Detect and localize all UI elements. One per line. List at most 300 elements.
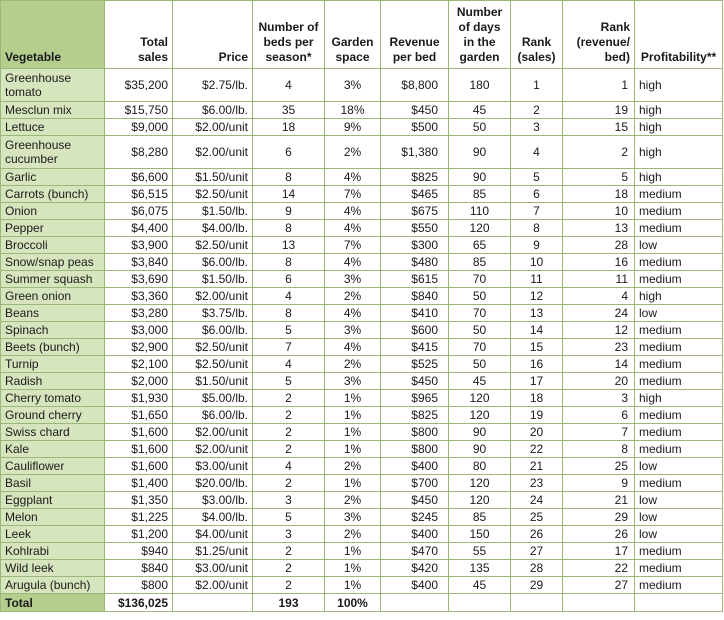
cell-beds-per-season: 2	[253, 560, 325, 577]
cell-beds-per-season: 8	[253, 220, 325, 237]
cell-beds-per-season: 2	[253, 543, 325, 560]
cell-revenue-per-bed: $500	[381, 119, 449, 136]
cell-profitability: low	[635, 509, 723, 526]
cell-revenue-per-bed: $700	[381, 475, 449, 492]
cell-price: $3.75/lb.	[173, 305, 253, 322]
table-row	[1, 407, 723, 424]
table-row	[1, 543, 723, 560]
cell-days-in-garden: 70	[449, 305, 511, 322]
table-row	[1, 288, 723, 305]
cell-profitability: medium	[635, 203, 723, 220]
cell-price: $6.00/lb.	[173, 102, 253, 119]
header-garden-space: Garden space	[325, 1, 381, 69]
cell-beds-per-season: 2	[253, 424, 325, 441]
cell-profitability: medium	[635, 339, 723, 356]
table-row	[1, 322, 723, 339]
cell-price: $2.00/unit	[173, 577, 253, 594]
cell-profitability: medium	[635, 560, 723, 577]
cell-price: $6.00/lb.	[173, 254, 253, 271]
cell-revenue-per-bed: $400	[381, 458, 449, 475]
cell-vegetable: Summer squash	[1, 271, 105, 288]
cell-garden-space: 2%	[325, 458, 381, 475]
table-row	[1, 509, 723, 526]
cell-garden-space: 2%	[325, 288, 381, 305]
cell-price: $1.50/unit	[173, 373, 253, 390]
cell-total-sales: $1,400	[105, 475, 173, 492]
total-beds-per-season: 193	[253, 594, 325, 612]
cell-vegetable: Pepper	[1, 220, 105, 237]
cell-rank-sales: 10	[511, 254, 563, 271]
header-total-sales: Total sales	[105, 1, 173, 69]
cell-revenue-per-bed: $1,380	[381, 136, 449, 169]
table-row	[1, 458, 723, 475]
cell-total-sales: $1,350	[105, 492, 173, 509]
cell-beds-per-season: 2	[253, 441, 325, 458]
cell-profitability: medium	[635, 424, 723, 441]
cell-total-sales: $1,600	[105, 424, 173, 441]
cell-profitability: low	[635, 492, 723, 509]
cell-beds-per-season: 4	[253, 69, 325, 102]
cell-beds-per-season: 6	[253, 136, 325, 169]
table-row	[1, 169, 723, 186]
cell-rank-revenue-bed: 18	[563, 186, 635, 203]
cell-profitability: medium	[635, 271, 723, 288]
cell-rank-revenue-bed: 2	[563, 136, 635, 169]
cell-rank-sales: 2	[511, 102, 563, 119]
cell-total-sales: $840	[105, 560, 173, 577]
cell-revenue-per-bed: $8,800	[381, 69, 449, 102]
cell-total-sales: $1,650	[105, 407, 173, 424]
cell-days-in-garden: 85	[449, 254, 511, 271]
cell-vegetable: Carrots (bunch)	[1, 186, 105, 203]
table-row	[1, 237, 723, 254]
cell-garden-space: 1%	[325, 475, 381, 492]
cell-profitability: high	[635, 119, 723, 136]
cell-garden-space: 3%	[325, 322, 381, 339]
cell-garden-space: 1%	[325, 390, 381, 407]
cell-price: $4.00/unit	[173, 526, 253, 543]
cell-rank-sales: 7	[511, 203, 563, 220]
cell-profitability: high	[635, 69, 723, 102]
total-total-sales: $136,025	[105, 594, 173, 612]
cell-days-in-garden: 50	[449, 119, 511, 136]
cell-rank-revenue-bed: 11	[563, 271, 635, 288]
cell-profitability: high	[635, 390, 723, 407]
cell-days-in-garden: 70	[449, 339, 511, 356]
table-row	[1, 186, 723, 203]
cell-days-in-garden: 45	[449, 577, 511, 594]
cell-beds-per-season: 2	[253, 577, 325, 594]
table-row	[1, 577, 723, 594]
cell-revenue-per-bed: $400	[381, 526, 449, 543]
cell-revenue-per-bed: $615	[381, 271, 449, 288]
cell-garden-space: 2%	[325, 136, 381, 169]
cell-price: $1.50/lb.	[173, 203, 253, 220]
cell-revenue-per-bed: $825	[381, 407, 449, 424]
cell-days-in-garden: 90	[449, 441, 511, 458]
cell-days-in-garden: 70	[449, 271, 511, 288]
cell-garden-space: 7%	[325, 186, 381, 203]
cell-days-in-garden: 90	[449, 424, 511, 441]
cell-total-sales: $3,900	[105, 237, 173, 254]
cell-price: $1.50/lb.	[173, 271, 253, 288]
table-row	[1, 305, 723, 322]
cell-price: $1.50/unit	[173, 169, 253, 186]
cell-total-sales: $2,100	[105, 356, 173, 373]
cell-rank-sales: 21	[511, 458, 563, 475]
table-row	[1, 254, 723, 271]
cell-garden-space: 9%	[325, 119, 381, 136]
total-profitability	[635, 594, 723, 612]
cell-price: $2.00/unit	[173, 441, 253, 458]
cell-revenue-per-bed: $400	[381, 577, 449, 594]
cell-revenue-per-bed: $675	[381, 203, 449, 220]
cell-garden-space: 4%	[325, 254, 381, 271]
cell-revenue-per-bed: $550	[381, 220, 449, 237]
cell-total-sales: $6,075	[105, 203, 173, 220]
total-vegetable: Total	[1, 594, 105, 612]
cell-garden-space: 7%	[325, 237, 381, 254]
cell-beds-per-season: 9	[253, 203, 325, 220]
cell-price: $2.00/unit	[173, 424, 253, 441]
cell-days-in-garden: 120	[449, 492, 511, 509]
cell-vegetable: Mesclun mix	[1, 102, 105, 119]
cell-revenue-per-bed: $410	[381, 305, 449, 322]
total-garden-space: 100%	[325, 594, 381, 612]
cell-beds-per-season: 2	[253, 475, 325, 492]
cell-rank-revenue-bed: 29	[563, 509, 635, 526]
table-row	[1, 356, 723, 373]
cell-total-sales: $940	[105, 543, 173, 560]
cell-total-sales: $3,000	[105, 322, 173, 339]
cell-price: $5.00/lb.	[173, 390, 253, 407]
cell-rank-revenue-bed: 25	[563, 458, 635, 475]
cell-price: $2.50/unit	[173, 339, 253, 356]
cell-total-sales: $800	[105, 577, 173, 594]
cell-price: $2.50/unit	[173, 186, 253, 203]
cell-price: $6.00/lb.	[173, 322, 253, 339]
cell-beds-per-season: 4	[253, 356, 325, 373]
cell-beds-per-season: 14	[253, 186, 325, 203]
cell-days-in-garden: 110	[449, 203, 511, 220]
cell-rank-sales: 27	[511, 543, 563, 560]
cell-revenue-per-bed: $465	[381, 186, 449, 203]
cell-profitability: medium	[635, 186, 723, 203]
cell-vegetable: Cauliflower	[1, 458, 105, 475]
cell-revenue-per-bed: $300	[381, 237, 449, 254]
cell-revenue-per-bed: $825	[381, 169, 449, 186]
cell-rank-revenue-bed: 7	[563, 424, 635, 441]
cell-days-in-garden: 45	[449, 373, 511, 390]
table-row	[1, 203, 723, 220]
cell-beds-per-season: 5	[253, 373, 325, 390]
cell-rank-revenue-bed: 28	[563, 237, 635, 254]
cell-vegetable: Broccoli	[1, 237, 105, 254]
cell-revenue-per-bed: $450	[381, 373, 449, 390]
cell-rank-sales: 1	[511, 69, 563, 102]
cell-rank-sales: 12	[511, 288, 563, 305]
cell-rank-sales: 4	[511, 136, 563, 169]
cell-days-in-garden: 120	[449, 220, 511, 237]
cell-vegetable: Kale	[1, 441, 105, 458]
cell-price: $2.50/unit	[173, 356, 253, 373]
cell-beds-per-season: 4	[253, 288, 325, 305]
cell-garden-space: 4%	[325, 220, 381, 237]
cell-revenue-per-bed: $600	[381, 322, 449, 339]
header-revenue-per-bed: Revenue per bed	[381, 1, 449, 69]
cell-rank-sales: 14	[511, 322, 563, 339]
cell-days-in-garden: 135	[449, 560, 511, 577]
cell-garden-space: 1%	[325, 577, 381, 594]
cell-rank-sales: 8	[511, 220, 563, 237]
cell-rank-revenue-bed: 9	[563, 475, 635, 492]
cell-price: $4.00/lb.	[173, 220, 253, 237]
cell-revenue-per-bed: $415	[381, 339, 449, 356]
cell-rank-revenue-bed: 17	[563, 543, 635, 560]
cell-vegetable: Ground cherry	[1, 407, 105, 424]
cell-vegetable: Greenhouse tomato	[1, 69, 105, 102]
cell-days-in-garden: 55	[449, 543, 511, 560]
cell-total-sales: $1,930	[105, 390, 173, 407]
table-header	[1, 1, 723, 69]
cell-vegetable: Greenhouse cucumber	[1, 136, 105, 169]
cell-rank-revenue-bed: 20	[563, 373, 635, 390]
cell-rank-sales: 15	[511, 339, 563, 356]
cell-total-sales: $6,515	[105, 186, 173, 203]
table-row	[1, 373, 723, 390]
cell-days-in-garden: 150	[449, 526, 511, 543]
cell-days-in-garden: 120	[449, 390, 511, 407]
cell-beds-per-season: 4	[253, 458, 325, 475]
cell-price: $6.00/lb.	[173, 407, 253, 424]
cell-vegetable: Melon	[1, 509, 105, 526]
cell-rank-sales: 29	[511, 577, 563, 594]
cell-days-in-garden: 90	[449, 169, 511, 186]
cell-profitability: high	[635, 169, 723, 186]
cell-garden-space: 4%	[325, 203, 381, 220]
cell-price: $2.50/unit	[173, 237, 253, 254]
cell-days-in-garden: 50	[449, 288, 511, 305]
cell-beds-per-season: 8	[253, 169, 325, 186]
cell-vegetable: Leek	[1, 526, 105, 543]
cell-price: $2.00/unit	[173, 136, 253, 169]
cell-rank-revenue-bed: 8	[563, 441, 635, 458]
cell-profitability: medium	[635, 220, 723, 237]
cell-revenue-per-bed: $450	[381, 492, 449, 509]
cell-rank-revenue-bed: 22	[563, 560, 635, 577]
cell-garden-space: 1%	[325, 543, 381, 560]
cell-vegetable: Wild leek	[1, 560, 105, 577]
cell-days-in-garden: 85	[449, 186, 511, 203]
cell-profitability: high	[635, 288, 723, 305]
header-rank-sales: Rank (sales)	[511, 1, 563, 69]
cell-rank-revenue-bed: 21	[563, 492, 635, 509]
cell-garden-space: 18%	[325, 102, 381, 119]
cell-days-in-garden: 65	[449, 237, 511, 254]
cell-revenue-per-bed: $800	[381, 424, 449, 441]
cell-total-sales: $6,600	[105, 169, 173, 186]
cell-rank-sales: 18	[511, 390, 563, 407]
cell-profitability: medium	[635, 254, 723, 271]
table-row	[1, 119, 723, 136]
cell-price: $2.00/unit	[173, 288, 253, 305]
cell-revenue-per-bed: $420	[381, 560, 449, 577]
cell-profitability: medium	[635, 373, 723, 390]
cell-days-in-garden: 180	[449, 69, 511, 102]
header-price: Price	[173, 1, 253, 69]
cell-rank-revenue-bed: 19	[563, 102, 635, 119]
cell-profitability: low	[635, 458, 723, 475]
cell-beds-per-season: 2	[253, 407, 325, 424]
cell-price: $3.00/unit	[173, 458, 253, 475]
cell-rank-sales: 3	[511, 119, 563, 136]
table-row	[1, 390, 723, 407]
cell-garden-space: 2%	[325, 356, 381, 373]
cell-rank-sales: 23	[511, 475, 563, 492]
cell-vegetable: Basil	[1, 475, 105, 492]
cell-vegetable: Onion	[1, 203, 105, 220]
table-row	[1, 441, 723, 458]
table-row	[1, 271, 723, 288]
cell-rank-revenue-bed: 13	[563, 220, 635, 237]
cell-profitability: high	[635, 102, 723, 119]
cell-profitability: medium	[635, 356, 723, 373]
cell-rank-revenue-bed: 3	[563, 390, 635, 407]
cell-profitability: high	[635, 136, 723, 169]
cell-beds-per-season: 3	[253, 526, 325, 543]
total-rank-revenue-bed	[563, 594, 635, 612]
cell-total-sales: $1,600	[105, 458, 173, 475]
cell-days-in-garden: 80	[449, 458, 511, 475]
cell-profitability: medium	[635, 407, 723, 424]
header-row	[1, 1, 723, 69]
cell-rank-sales: 6	[511, 186, 563, 203]
cell-rank-revenue-bed: 26	[563, 526, 635, 543]
table-row	[1, 424, 723, 441]
cell-rank-revenue-bed: 10	[563, 203, 635, 220]
cell-rank-revenue-bed: 16	[563, 254, 635, 271]
cell-vegetable: Beans	[1, 305, 105, 322]
cell-profitability: medium	[635, 475, 723, 492]
cell-total-sales: $2,900	[105, 339, 173, 356]
cell-rank-revenue-bed: 23	[563, 339, 635, 356]
cell-beds-per-season: 7	[253, 339, 325, 356]
cell-garden-space: 2%	[325, 526, 381, 543]
cell-profitability: medium	[635, 322, 723, 339]
cell-profitability: medium	[635, 441, 723, 458]
cell-vegetable: Spinach	[1, 322, 105, 339]
cell-garden-space: 1%	[325, 560, 381, 577]
cell-beds-per-season: 6	[253, 271, 325, 288]
cell-total-sales: $3,360	[105, 288, 173, 305]
header-beds-per-season: Number of beds per season*	[253, 1, 325, 69]
cell-profitability: low	[635, 526, 723, 543]
cell-days-in-garden: 45	[449, 102, 511, 119]
cell-rank-revenue-bed: 12	[563, 322, 635, 339]
cell-rank-revenue-bed: 5	[563, 169, 635, 186]
cell-price: $2.75/lb.	[173, 69, 253, 102]
cell-days-in-garden: 120	[449, 475, 511, 492]
table-row	[1, 560, 723, 577]
cell-total-sales: $1,200	[105, 526, 173, 543]
cell-revenue-per-bed: $245	[381, 509, 449, 526]
cell-beds-per-season: 18	[253, 119, 325, 136]
cell-garden-space: 4%	[325, 339, 381, 356]
header-rank-revenue-bed: Rank (revenue/ bed)	[563, 1, 635, 69]
cell-vegetable: Swiss chard	[1, 424, 105, 441]
cell-total-sales: $3,280	[105, 305, 173, 322]
header-profitability: Profitability**	[635, 1, 723, 69]
total-price	[173, 594, 253, 612]
cell-rank-revenue-bed: 24	[563, 305, 635, 322]
cell-garden-space: 1%	[325, 407, 381, 424]
table-row	[1, 492, 723, 509]
cell-vegetable: Snow/snap peas	[1, 254, 105, 271]
cell-rank-sales: 26	[511, 526, 563, 543]
total-days-in-garden	[449, 594, 511, 612]
cell-total-sales: $15,750	[105, 102, 173, 119]
cell-revenue-per-bed: $965	[381, 390, 449, 407]
cell-days-in-garden: 50	[449, 356, 511, 373]
cell-rank-revenue-bed: 4	[563, 288, 635, 305]
cell-beds-per-season: 5	[253, 509, 325, 526]
cell-rank-sales: 17	[511, 373, 563, 390]
table-row	[1, 136, 723, 169]
cell-revenue-per-bed: $525	[381, 356, 449, 373]
cell-rank-sales: 16	[511, 356, 563, 373]
cell-rank-revenue-bed: 6	[563, 407, 635, 424]
cell-price: $3.00/unit	[173, 560, 253, 577]
cell-garden-space: 1%	[325, 441, 381, 458]
cell-price: $20.00/lb.	[173, 475, 253, 492]
cell-revenue-per-bed: $470	[381, 543, 449, 560]
cell-total-sales: $2,000	[105, 373, 173, 390]
cell-rank-sales: 11	[511, 271, 563, 288]
cell-vegetable: Lettuce	[1, 119, 105, 136]
cell-price: $4.00/lb.	[173, 509, 253, 526]
cell-revenue-per-bed: $480	[381, 254, 449, 271]
table-row	[1, 69, 723, 102]
cell-rank-revenue-bed: 1	[563, 69, 635, 102]
cell-garden-space: 3%	[325, 271, 381, 288]
cell-vegetable: Green onion	[1, 288, 105, 305]
cell-beds-per-season: 2	[253, 390, 325, 407]
cell-total-sales: $3,840	[105, 254, 173, 271]
cell-total-sales: $8,280	[105, 136, 173, 169]
cell-vegetable: Turnip	[1, 356, 105, 373]
cell-beds-per-season: 5	[253, 322, 325, 339]
cell-garden-space: 2%	[325, 492, 381, 509]
cell-vegetable: Eggplant	[1, 492, 105, 509]
cell-garden-space: 4%	[325, 305, 381, 322]
cell-garden-space: 1%	[325, 424, 381, 441]
cell-vegetable: Arugula (bunch)	[1, 577, 105, 594]
cell-total-sales: $9,000	[105, 119, 173, 136]
total-row	[1, 594, 723, 612]
cell-beds-per-season: 8	[253, 305, 325, 322]
cell-revenue-per-bed: $800	[381, 441, 449, 458]
cell-vegetable: Radish	[1, 373, 105, 390]
cell-garden-space: 3%	[325, 509, 381, 526]
total-revenue-per-bed	[381, 594, 449, 612]
cell-days-in-garden: 120	[449, 407, 511, 424]
cell-vegetable: Cherry tomato	[1, 390, 105, 407]
cell-rank-sales: 13	[511, 305, 563, 322]
table-row	[1, 220, 723, 237]
total-rank-sales	[511, 594, 563, 612]
cell-rank-sales: 9	[511, 237, 563, 254]
cell-beds-per-season: 13	[253, 237, 325, 254]
